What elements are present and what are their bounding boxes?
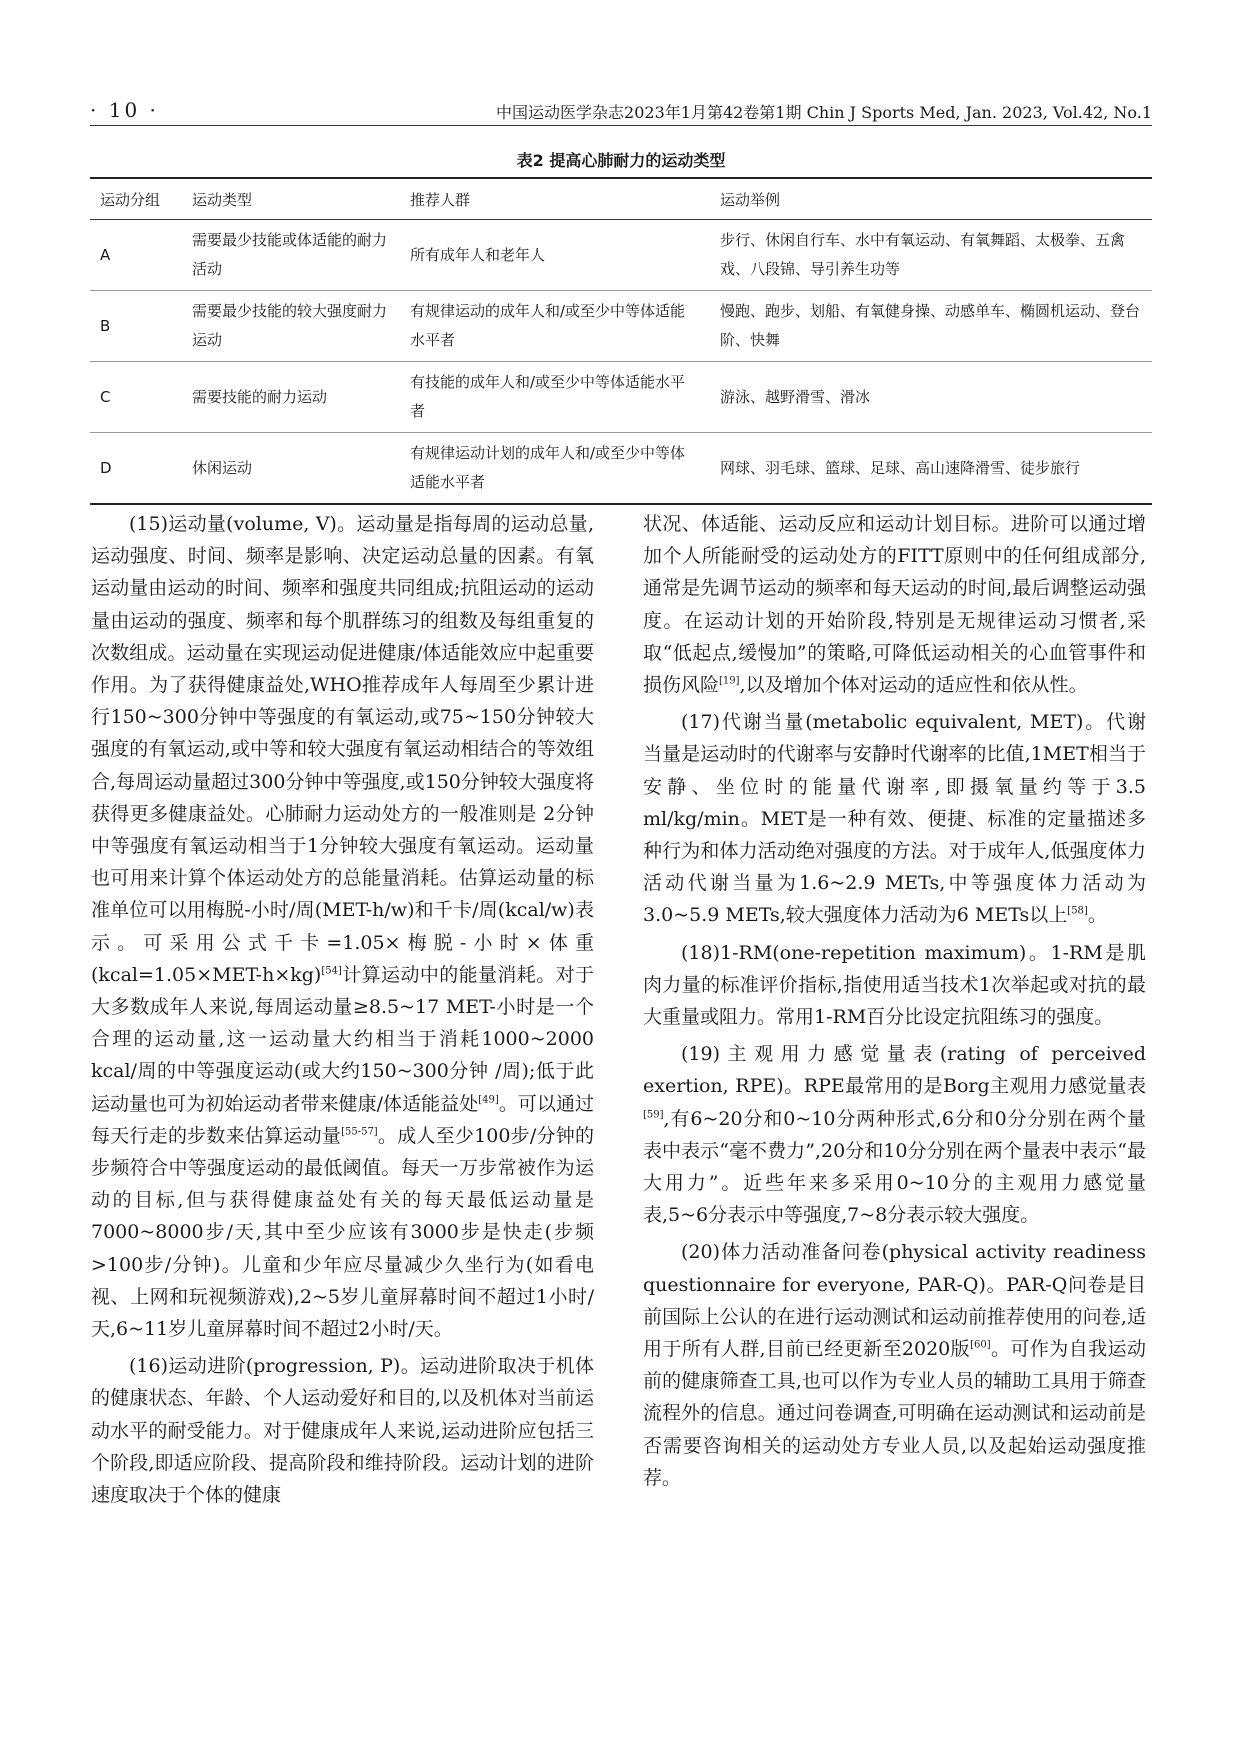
paragraph-rpe — [643, 1038, 1146, 1231]
table-cell: 需要最少技能的较大强度耐力运动 — [182, 291, 400, 362]
table-cell: 有规律运动的成年人和/或至少中等体适能水平者 — [400, 291, 710, 362]
text-run: ,有6~20分和0~10分两种形式,6分和0分分别在两个量表中表示“毫不费力”,20分和10分分别在两个量表中表示“最大用力”。近些年来多采用0~10分的主观用力感觉量表,5~6分表示中等强度,7~8分表示较大强度。 — [643, 1107, 1146, 1227]
running-header — [90, 98, 1152, 122]
journal-running-title: 中国运动医学杂志2023年1月第42卷第1期 Chin J Sports Med, Jan. 2023, Vol.42, No.1 — [496, 103, 1152, 122]
text-run: 。可作为自我运动前的健康筛查工具,也可以作为专业人员的辅助工具用于筛查流程外的信息。通过问卷调查,可明确在运动测试和运动前是否需要咨询相关的运动处方专业人员,以及起始运动强度推荐。 — [643, 1338, 1146, 1489]
text-run: ,以及增加个体对运动的适应性和依从性。 — [739, 674, 1088, 697]
citation-ref: [49] — [478, 1094, 499, 1106]
left-text-column — [91, 508, 594, 1516]
citation-ref: [55-57] — [341, 1126, 378, 1138]
table-row — [90, 220, 1152, 291]
text-run: (17)代谢当量(metabolic equivalent, MET)。代谢当量是运动时的代谢率与安静时代谢率的比值,1MET相当于安静、坐位时的能量代谢率,即摄氧量约等于3.5 ml/kg/min。MET是一种有效、便捷、标准的定量描述多种行为和体力活动绝对强度的方法。对于成年人,低强度体力活动代谢当量为1.6~2.9 METs,中等强度体力活动为3.0~5.9 METs,较大强度体力活动为6 METs以上 — [643, 711, 1146, 927]
table-title: 表2 提高心肺耐力的运动类型 — [516, 151, 726, 170]
table-cell: 有规律运动计划的成年人和/或至少中等体适能水平者 — [400, 433, 710, 505]
text-run: (19)主观用力感觉量表(rating of perceived exertion, RPE)。RPE最常用的是Borg主观用力感觉量表 — [643, 1043, 1146, 1098]
citation-ref: [19] — [719, 675, 740, 687]
table-row — [90, 362, 1152, 433]
table-row — [90, 433, 1152, 505]
table-cell: C — [90, 362, 182, 433]
text-run: 。可以通过每天行走的步数来估算运动量 — [91, 1092, 594, 1147]
header-rule — [90, 125, 1152, 126]
text-run: 状况、体适能、运动反应和运动计划目标。进阶可以通过增加个人所能耐受的运动处方的FITT原则中的任何组成部分,通常是先调节运动的频率和每天运动的时间,最后调整运动强度。在运动计划的开始阶段,特别是无规律运动习惯者,采取“低起点,缓慢加”的策略,可降低运动相关的心血管事件和损伤风险 — [643, 513, 1146, 697]
column-header-examples: 运动举例 — [710, 178, 1152, 220]
paragraph-met — [643, 706, 1146, 931]
text-run: 计算运动中的能量消耗。对于大多数成年人来说,每周运动量≥8.5~17 MET-小时是一个合理的运动量,这一运动量大约相当于消耗1000~2000 kcal/周的中等强度运动(或大约150~300分钟 /周);低于此运动量也可为初始运动者带来健康/体适能益处 — [91, 963, 594, 1115]
table-cell: 步行、休闲自行车、水中有氧运动、有氧舞蹈、太极拳、五禽戏、八段锦、导引养生功等 — [710, 220, 1152, 291]
table-cell: 休闲运动 — [182, 433, 400, 505]
citation-ref: [54] — [321, 965, 342, 977]
table-row — [90, 291, 1152, 362]
table-cell: 游泳、越野滑雪、滑冰 — [710, 362, 1152, 433]
table-cell: 需要最少技能或体适能的耐力活动 — [182, 220, 400, 291]
paragraph-1rm: (18)1-RM(one-repetition maximum)。1-RM是肌肉力量的标准评价指标,指使用适当技术1次举起或对抗的最大重量或阻力。常用1-RM百分比设定抗阻练习的强度。 — [643, 941, 1146, 1029]
table-cell: 需要技能的耐力运动 — [182, 362, 400, 433]
citation-ref: [60] — [970, 1339, 991, 1351]
exercise-type-table — [90, 177, 1152, 505]
text-run: 。 — [1087, 904, 1107, 927]
paragraph-progression-continued — [643, 508, 1146, 701]
table-cell: D — [90, 433, 182, 505]
table-cell: 网球、羽毛球、篮球、足球、高山速降滑雪、徒步旅行 — [710, 433, 1152, 505]
table-cell: B — [90, 291, 182, 362]
paragraph-parq — [643, 1236, 1146, 1494]
right-text-column — [643, 508, 1146, 1499]
text-run: (20)体力活动准备问卷(physical activity readiness questionnaire for everyone, PAR-Q)。PAR-Q问卷是目前国际上公认的在进行运动测试和运动前推荐使用的问卷,适用于所有人群,目前已经更新至2020版 — [643, 1241, 1146, 1361]
table-cell: 慢跑、跑步、划船、有氧健身操、动感单车、椭圆机运动、登台阶、快舞 — [710, 291, 1152, 362]
table-cell: 有技能的成年人和/或至少中等体适能水平者 — [400, 362, 710, 433]
paragraph-volume — [91, 508, 594, 1345]
table-header-row — [90, 178, 1152, 220]
page-number: · 10 · — [90, 98, 159, 122]
table-cell: A — [90, 220, 182, 291]
citation-ref: [59] — [643, 1109, 664, 1121]
table-cell: 所有成年人和老年人 — [400, 220, 710, 291]
column-header-type: 运动类型 — [182, 178, 400, 220]
column-header-group: 运动分组 — [90, 178, 182, 220]
column-header-population: 推荐人群 — [400, 178, 710, 220]
paragraph-progression: (16)运动进阶(progression, P)。运动进阶取决于机体的健康状态、年龄、个人运动爱好和目的,以及机体对当前运动水平的耐受能力。对于健康成年人来说,运动进阶应包括三个阶段,即适应阶段、提高阶段和维持阶段。运动计划的进阶速度取决于个体的健康 — [91, 1355, 594, 1507]
text-run: (15)运动量(volume, V)。运动量是指每周的运动总量,运动强度、时间、频率是影响、决定运动总量的因素。有氧运动量由运动的时间、频率和强度共同组成;抗阻运动的运动量由运动的强度、频率和每个肌群练习的组数及每组重复的次数组成。运动量在实现运动促进健康/体适能效应中起重要作用。为了获得健康益处,WHO推荐成年人每周至少累计进行150~300分钟中等强度的有氧运动,或75~150分钟较大强度的有氧运动,或中等和较大强度有氧运动相结合的等效组合,每周运动量超过300分钟中等强度,或150分钟较大强度将获得更多健康益处。心肺耐力运动处方的一般准则是 2分钟中等强度有氧运动相当于1分钟较大强度有氧运动。运动量也可用来计算个体运动处方的总能量消耗。估算运动量的标准单位可以用梅脱-小时/周(MET-h/w)和千卡/周(kcal/w)表示。可采用公式千卡=1.05×梅脱-小时×体重(kcal=1.05×MET-h×kg) — [91, 513, 594, 986]
text-run: 。成人至少100步/分钟的步频符合中等强度运动的最低阈值。每天一万步常被作为运动的目标,但与获得健康益处有关的每天最低运动量是7000~8000步/天,其中至少应该有3000步是快走(步频>100步/分钟)。儿童和少年应尽量减少久坐行为(如看电视、上网和玩视频游戏),2~5岁儿童屏幕时间不超过1小时/天,6~11岁儿童屏幕时间不超过2小时/天。 — [91, 1124, 594, 1341]
citation-ref: [58] — [1067, 906, 1088, 918]
